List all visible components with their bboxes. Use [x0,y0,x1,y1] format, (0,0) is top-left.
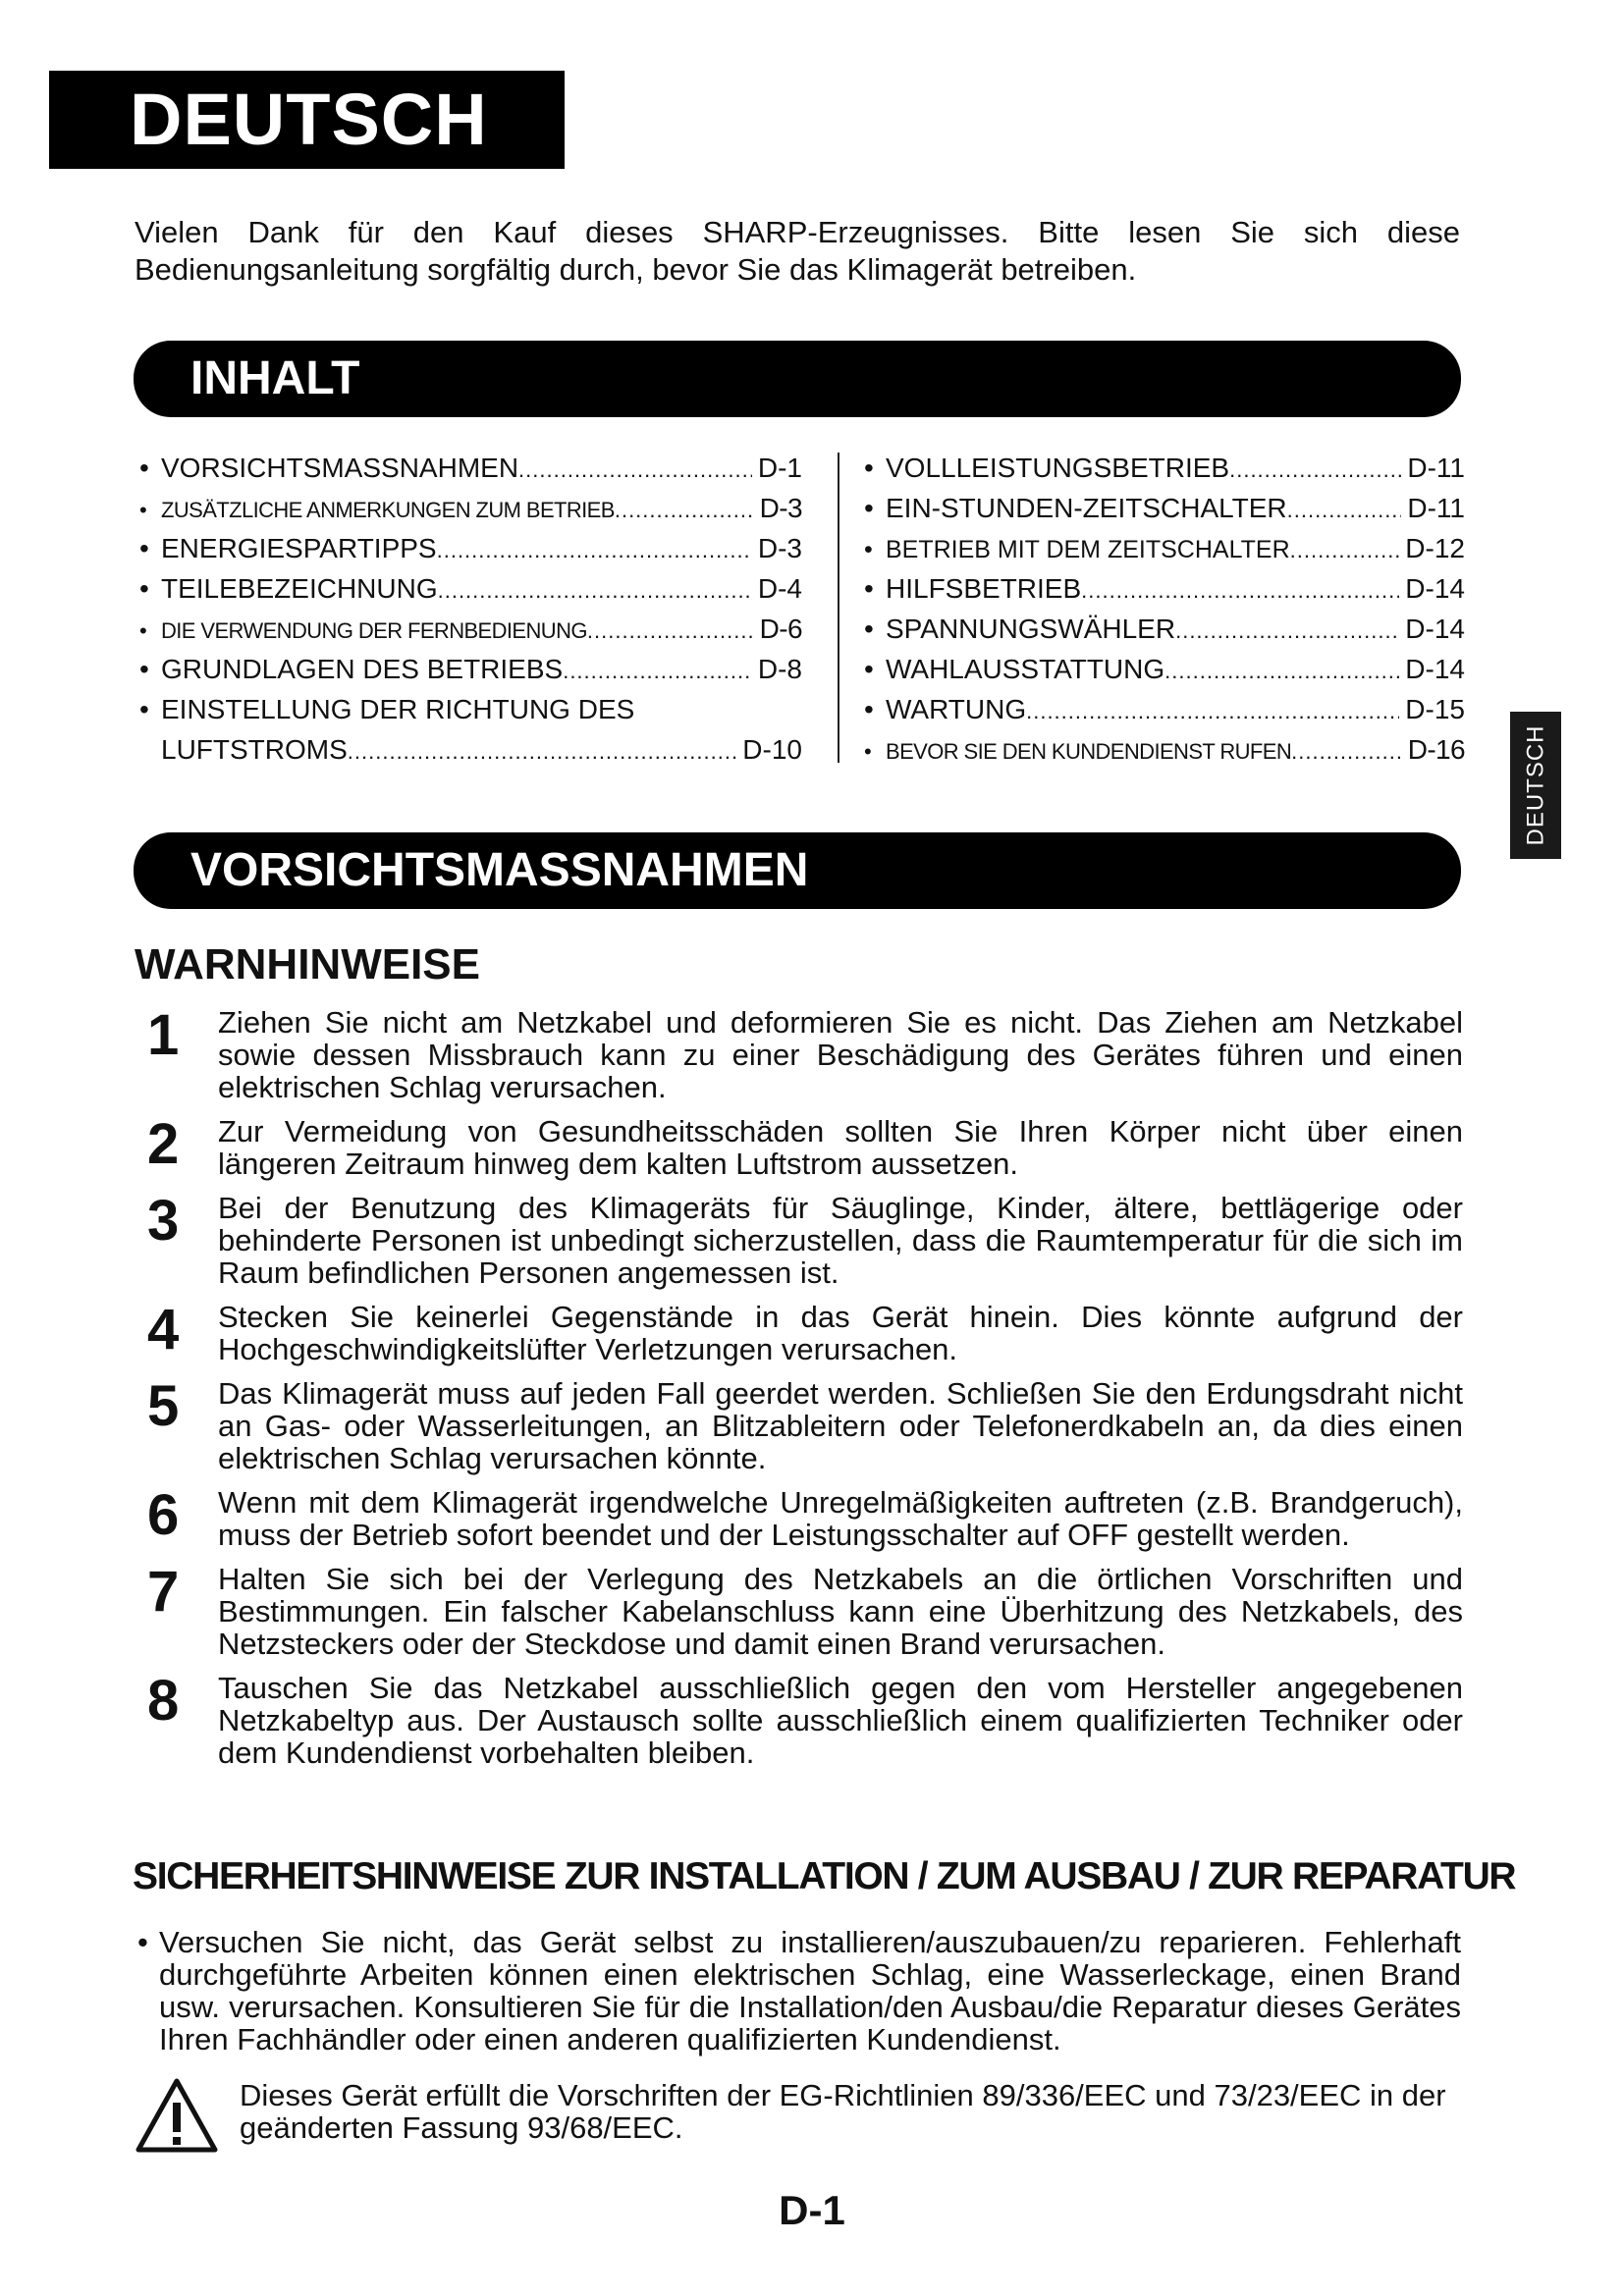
warning-number: 6 [147,1483,180,1547]
toc-item-label: DIE VERWENDUNG DER FERNBEDIENUNG [161,618,587,643]
toc-item-page: D-4 [757,573,802,604]
toc-item-label: WAHLAUSSTATTUNG [886,654,1165,684]
toc-item[interactable]: • VORSICHTSMASSNAHMEN ..... D-1 [139,448,802,488]
precautions-header: VORSICHTSMASSNAHMEN [134,832,1461,909]
toc-item[interactable]: • SPANNUNGSWÄHLER ..... D-14 [864,609,1465,649]
toc-item[interactable]: • TEILEBEZEICHNUNG ..... D-4 [139,568,802,609]
warning-item [147,1189,1463,1290]
toc-item-page: D-8 [757,654,802,684]
toc-item-label: SPANNUNGSWÄHLER [886,614,1176,644]
toc-item[interactable]: • HILFSBETRIEB ..... D-14 [864,568,1465,609]
toc-item-page: D-14 [1405,573,1465,604]
toc-item[interactable]: • BEVOR SIE DEN KUNDENDIENST RUFEN ..... D-16 [864,729,1465,770]
warning-item [147,1374,1463,1475]
warning-text: Bei der Benutzung des Klimageräts für Säuglinge, Kinder, ältere, bettlägerige oder behinderte Personen ist unbedingt sicherzustellen, dass die Raumtemperatur für die sich im Raum befindlichen Personen angemessen ist. [218,1191,1463,1290]
toc-item-label: ZUSÄTZLICHE ANMERKUNGEN ZUM BETRIEB [161,498,615,522]
language-side-tab [1510,712,1561,859]
contents-left-column [139,448,802,770]
toc-item[interactable]: • EINSTELLUNG DER RICHTUNG DES [139,689,802,729]
safety-paragraph: • Versuchen Sie nicht, das Gerät selbst zu installieren/auszubauen/zu reparieren. Fehlerhaft durchgeführte Arbeiten können einen elektrischen Schlag, eine Wasserleckage, einen Brand usw. verursachen. Konsultieren Sie für die Installation/den Ausbau/die Reparatur dieses Gerätes Ihren Fachhändler oder einen anderen qualifizierten Kundendienst. [137,1925,1461,2056]
safety-heading: SICHERHEITSHINWEISE ZUR INSTALLATION / ZUM AUSBAU / ZUR REPARATUR [133,1855,1516,1897]
safety-text: Versuchen Sie nicht, das Gerät selbst zu installieren/auszubauen/zu reparieren. Fehlerhaft durchgeführte Arbeiten können einen elektrischen Schlag, eine Wasserleckage, einen Brand usw. verursachen. Konsultieren Sie für die Installation/den Ausbau/die Reparatur dieses Gerätes Ihren Fachhändler oder einen anderen qualifizierten Kundendienst. [159,1925,1461,2056]
toc-item-page: D-3 [757,533,802,563]
warning-item [147,1560,1463,1661]
warning-text: Wenn mit dem Klimagerät irgendwelche Unregelmäßigkeiten auftreten (z.B. Brandgeruch), muss der Betrieb sofort beendet und der Leistungsschalter auf OFF gestellt werden. [218,1485,1463,1552]
warnings-heading: WARNHINWEISE [135,940,480,988]
toc-item[interactable]: • EIN-STUNDEN-ZEITSCHALTER ..... D-11 [864,488,1465,528]
contents-divider [838,453,839,763]
warning-item [147,1003,1463,1104]
warning-item [147,1112,1463,1181]
toc-item-label: HILFSBETRIEB [886,573,1082,604]
warning-number: 2 [147,1112,180,1176]
warnings-list [147,1003,1463,1781]
toc-item-label: EIN-STUNDEN-ZEITSCHALTER [886,493,1287,523]
toc-item-label: VOLLLEISTUNGSBETRIEB [886,453,1230,483]
warning-triangle-icon [135,2077,219,2154]
toc-item-page: D-12 [1405,533,1465,563]
toc-item-label: VORSICHTSMASSNAHMEN [161,453,519,483]
eg-compliance-notice: Dieses Gerät erfüllt die Vorschriften der EG-Richtlinien 89/336/EEC und 73/23/EEC in der geänderten Fassung 93/68/EEC. [240,2078,1446,2145]
warning-text: Das Klimagerät muss auf jeden Fall geerdet werden. Schließen Sie den Erdungsdraht nicht an Gas- oder Wasserleitungen, an Blitzableitern oder Telefonerdkabeln an, da dies einen elektrischen Schlag verursachen könnte. [218,1376,1463,1475]
toc-item-page: D-14 [1405,614,1465,644]
toc-item[interactable]: • DIE VERWENDUNG DER FERNBEDIENUNG ..... D-6 [139,609,802,649]
warning-text: Tauschen Sie das Netzkabel ausschließlich gegen den vom Hersteller angegebenen Netzkabeltyp aus. Der Austausch sollte ausschließlich einem qualifizierten Techniker oder dem Kundendienst vorbehalten bleiben. [218,1671,1463,1770]
toc-item[interactable]: • ENERGIESPARTIPPS ..... D-3 [139,528,802,568]
warning-item [147,1298,1463,1366]
toc-item-page: D-1 [757,453,802,483]
toc-item[interactable]: • WAHLAUSSTATTUNG ..... D-14 [864,649,1465,689]
toc-item-page: D-3 [759,493,802,523]
toc-item[interactable]: • GRUNDLAGEN DES BETRIEBS ..... D-8 [139,649,802,689]
toc-item-label: WARTUNG [886,694,1027,724]
warning-number: 4 [147,1298,180,1362]
warning-item [147,1669,1463,1770]
side-tab-label: DEUTSCH [1522,724,1549,846]
toc-item[interactable]: • BETRIEB MIT DEM ZEITSCHALTER ..... D-12 [864,528,1465,568]
toc-item-page: D-11 [1407,453,1465,483]
contents-right-column [864,448,1465,770]
language-banner: DEUTSCH [49,71,565,169]
toc-item-page: D-16 [1407,734,1465,765]
toc-item-label: GRUNDLAGEN DES BETRIEBS [161,654,564,684]
warning-text: Ziehen Sie nicht am Netzkabel und deformieren Sie es nicht. Das Ziehen am Netzkabel sowie dessen Missbrauch kann zu einer Beschädigung des Gerätes führen und einen elektrischen Schlag verursachen. [218,1005,1463,1104]
contents-header: INHALT [134,341,1461,417]
toc-item-page: D-15 [1405,694,1465,724]
toc-item-label: BEVOR SIE DEN KUNDENDIENST RUFEN [886,739,1292,764]
toc-item[interactable]: • WARTUNG ..... D-15 [864,689,1465,729]
toc-item-label: EINSTELLUNG DER RICHTUNG DES [161,694,635,724]
warning-item [147,1483,1463,1552]
toc-item-page: D-10 [742,734,802,765]
toc-item-label: BETRIEB MIT DEM ZEITSCHALTER [886,536,1290,563]
warning-number: 8 [147,1669,180,1733]
warning-text: Halten Sie sich bei der Verlegung des Netzkabels an die örtlichen Vorschriften und Bestimmungen. Ein falscher Kabelanschluss kann eine Überhitzung des Netzkabels, des Netzsteckers oder der Steckdose und damit einen Brand verursachen. [218,1562,1463,1661]
toc-item-label: LUFTSTROMS [161,734,348,765]
toc-item-continued[interactable] [139,729,802,770]
toc-item-page: D-6 [759,614,802,644]
intro-paragraph: Vielen Dank für den Kauf dieses SHARP-Erzeugnisses. Bitte lesen Sie sich diese Bedienungsanleitung sorgfältig durch, bevor Sie das Klimagerät betreiben. [135,215,1460,287]
warning-number: 1 [147,1003,180,1067]
warning-number: 5 [147,1374,180,1438]
page-number: D-1 [779,2187,845,2233]
warning-text: Zur Vermeidung von Gesundheitsschäden sollten Sie Ihren Körper nicht über einen längeren Zeitraum hinweg dem kalten Luftstrom aussetzen. [218,1114,1463,1181]
toc-item-label: TEILEBEZEICHNUNG [161,573,438,604]
toc-item-page: D-11 [1407,493,1465,523]
warning-number: 3 [147,1189,180,1253]
warning-number: 7 [147,1560,180,1624]
toc-item-label: ENERGIESPARTIPPS [161,533,437,563]
toc-item-page: D-14 [1405,654,1465,684]
warning-text: Stecken Sie keinerlei Gegenstände in das Gerät hinein. Dies könnte aufgrund der Hochgeschwindigkeitslüfter Verletzungen verursachen. [218,1300,1463,1366]
toc-item[interactable]: • ZUSÄTZLICHE ANMERKUNGEN ZUM BETRIEB ..... D-3 [139,488,802,528]
toc-item[interactable]: • VOLLLEISTUNGSBETRIEB ..... D-11 [864,448,1465,488]
